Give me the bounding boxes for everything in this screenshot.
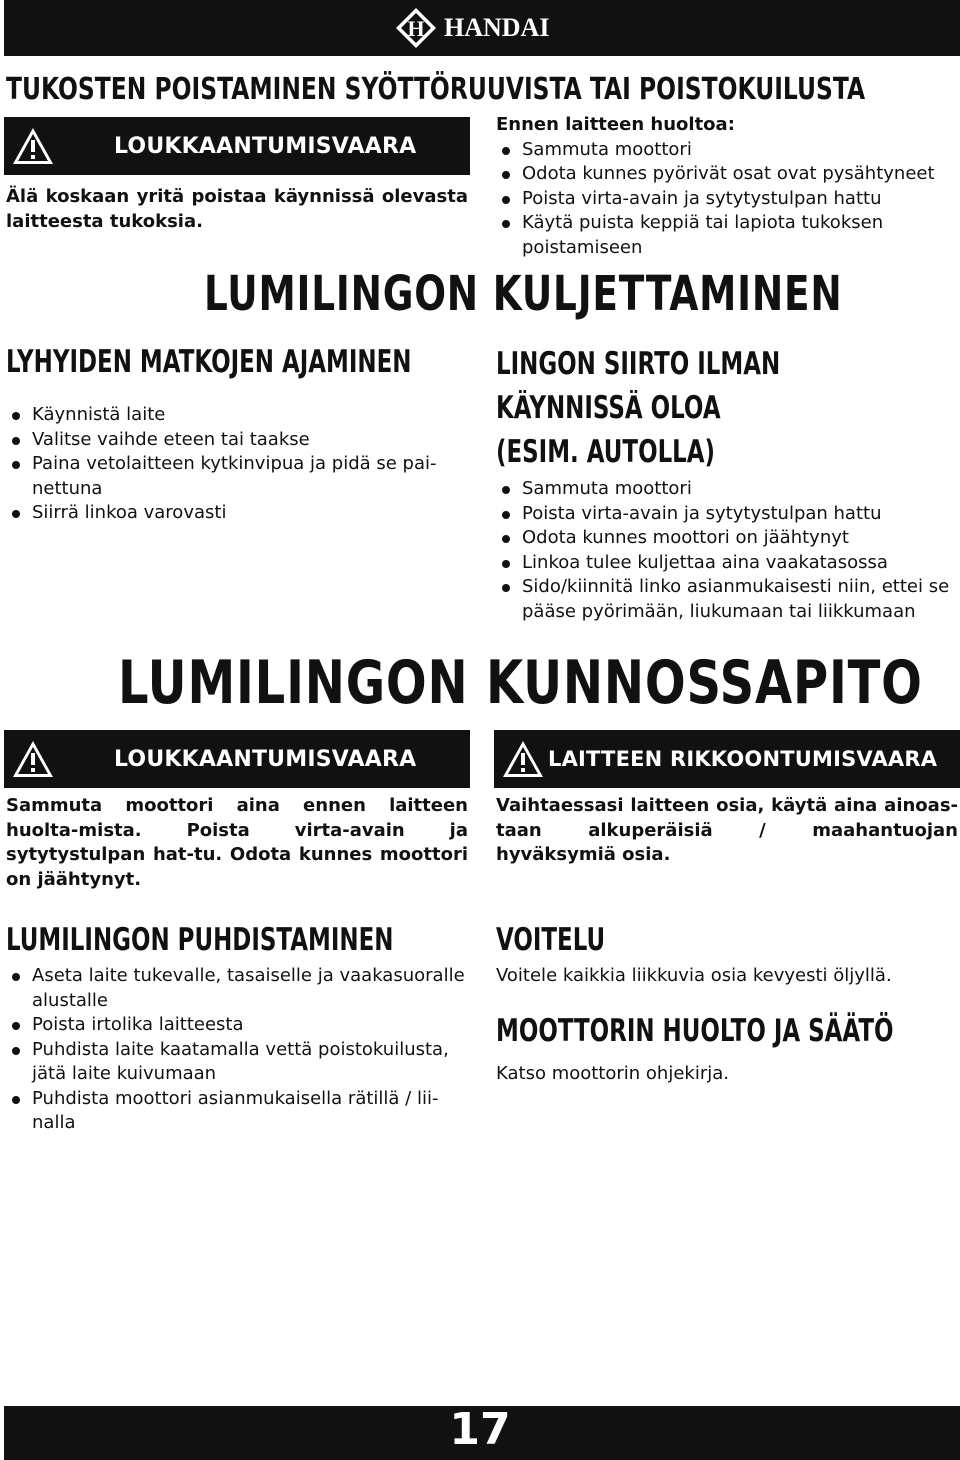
warning-label: LOUKKAANTUMISVAARA <box>114 133 417 159</box>
list-item: Puhdista laite kaatamalla vettä poistokuilusta, jätä laite kuivumaan <box>6 1038 468 1087</box>
lubrication-text: Voitele kaikkia liikkuvia osia kevyesti öljyllä. <box>496 965 892 986</box>
blockage-intro: Ennen laitteen huoltoa: <box>496 114 735 135</box>
warning-label: LOUKKAANTUMISVAARA <box>114 746 417 772</box>
warning-label: LAITTEEN RIKKOONTUMISVAARA <box>548 747 938 771</box>
list-item: Käynnistä laite <box>6 403 468 428</box>
list-item: Siirrä linkoa varovasti <box>6 501 468 526</box>
diamond-logo-icon <box>394 6 438 50</box>
page-number: 17 <box>449 1404 511 1455</box>
blockage-warning-text: Älä koskaan yritä poistaa käynnissä olevasta laitteesta tukoksia. <box>6 186 468 232</box>
transport-title: LUMILINGON KULJETTAMINEN <box>204 266 843 322</box>
list-item: Poista virta-avain ja sytytystulpan hattu <box>496 502 958 527</box>
list-item: Sammuta moottori <box>496 138 958 163</box>
logo-letter: H <box>407 16 425 41</box>
blockage-instructions <box>496 113 958 260</box>
brand-name: HANDAI <box>444 13 550 42</box>
list-item: Odota kunnes moottori on jäähtynyt <box>496 526 958 551</box>
short-trips-title: LYHYIDEN MATKOJEN AJAMINEN <box>6 344 412 380</box>
cleaning-title: LUMILINGON PUHDISTAMINEN <box>6 922 394 958</box>
injury-warning-banner <box>4 730 470 788</box>
injury-warning-banner-top <box>4 117 470 175</box>
blockage-title: TUKOSTEN POISTAMINEN SYÖTTÖRUUVISTA TAI POISTOKUILUSTA <box>6 72 866 107</box>
warning-triangle-icon <box>494 730 552 788</box>
cleaning-list <box>6 964 468 1136</box>
list-item: Sido/kiinnitä linko asianmukaisesti niin, ettei se pääse pyörimään, liukumaan tai liikkumaan <box>496 575 958 624</box>
maintenance-title: LUMILINGON KUNNOSSAPITO <box>118 648 923 718</box>
engine-text: Katso moottorin ohjekirja. <box>496 1063 729 1084</box>
list-item: Odota kunnes pyörivät osat ovat pysähtyneet <box>496 162 958 187</box>
move-title <box>496 342 880 474</box>
engine-title: MOOTTORIN HUOLTO JA SÄÄTÖ <box>496 1013 894 1049</box>
list-item: Sammuta moottori <box>496 477 958 502</box>
list-item: Puhdista moottori asianmukaisella rätillä / lii-nalla <box>6 1087 468 1136</box>
lubrication-title: VOITELU <box>496 922 606 958</box>
list-item: Poista irtolika laitteesta <box>6 1013 468 1038</box>
short-trips-list <box>6 403 468 526</box>
damage-warning-banner <box>494 730 960 788</box>
brand-logo <box>394 6 549 50</box>
list-item: Käytä puista keppiä tai lapiota tukoksen poistamiseen <box>496 211 958 260</box>
list-item: Paina vetolaitteen kytkinvipua ja pidä se pai-nettuna <box>6 452 452 501</box>
move-title-line-3: (ESIM. AUTOLLA) <box>496 434 716 470</box>
list-item: Aseta laite tukevalle, tasaiselle ja vaakasuoralle alustalle <box>6 964 468 1013</box>
injury-warning-text: Sammuta moottori aina ennen laitteen huolta-mista. Poista virta-avain ja sytytystulpan hat-tu. Odota kunnes moottori on jäähtynyt. <box>6 795 468 890</box>
damage-warning-text: Vaihtaessasi laitteen osia, käytä aina ainoas-taan alkuperäisiä / maahantuojan hyväksymiä osia. <box>496 795 958 865</box>
list-item: Poista virta-avain ja sytytystulpan hattu <box>496 187 958 212</box>
move-list <box>496 477 958 624</box>
warning-triangle-icon <box>4 730 62 788</box>
move-title-line-2: KÄYNNISSÄ OLOA <box>496 390 721 426</box>
list-item: Linkoa tulee kuljettaa aina vaakatasossa <box>496 551 958 576</box>
list-item: Valitse vaihde eteen tai taakse <box>6 428 468 453</box>
move-title-line-1: LINGON SIIRTO ILMAN <box>496 346 781 382</box>
warning-triangle-icon <box>4 117 62 175</box>
